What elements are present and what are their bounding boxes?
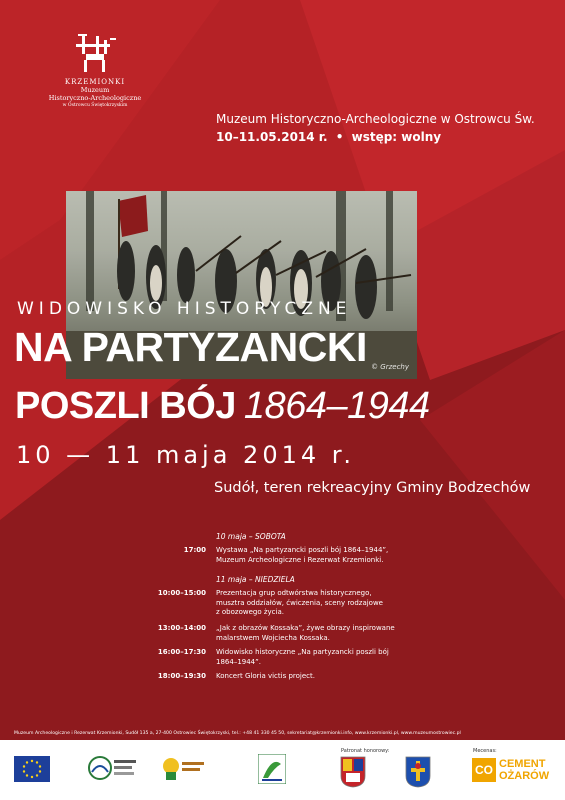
schedule-time: 18:00–19:30 [157,672,206,680]
schedule-day2: 11 maja – NIEDZIELA [216,575,295,584]
leader-logo-icon [258,754,286,784]
schedule-desc [216,672,406,682]
schedule-desc [216,589,406,618]
schedule-time: 10:00–15:00 [157,589,206,597]
eu-flag-icon [14,756,50,782]
museum-name: Muzeum Historyczno-Archeologiczne w Ostrowcu Św. [216,112,535,126]
coat-of-arms-icon [405,756,431,788]
header-bullet: • [335,130,344,144]
schedule-desc [216,648,406,667]
cement-ozarow-mark: CO [472,758,496,782]
title-line2-bold: POSZLI BÓJ [15,385,236,427]
logo-sub1: Muzeum [80,86,110,94]
krzemionki-logo-icon [66,30,124,76]
logo-sub2: Historyczno-Archeologiczne [48,94,142,102]
title-line1: NA PARTYZANCKI [14,324,367,370]
mecenas-label: Mecenas: [473,748,497,754]
schedule-time: 17:00 [183,546,206,554]
cement-ozarow-text [499,758,549,782]
schedule-desc [216,624,406,643]
cement-line1: CEMENT [499,758,546,770]
schedule-desc-line: musztra oddziałów, ćwiczenia, sceny rodzajowe [216,598,383,607]
schedule-desc-line: malarstwem Wojciecha Kossaka. [216,633,330,642]
krzemionki-logo [40,30,150,108]
logo-sub3: w Ostrowcu Świętokrzyskim [62,103,128,108]
header-entry: wstęp: wolny [351,130,442,144]
schedule-desc-line: „Jak z obrazów Kossaka”, żywe obrazy inspirowane [216,624,395,632]
schedule-desc-line: Koncert Gloria victis project. [216,672,315,680]
prow-program-logo-icon [88,754,138,784]
schedule-desc-line: Prezentacja grup odtwórstwa historycznego, [216,589,372,597]
schedule-desc-line: Widowisko historyczne „Na partyzancki poszli bój [216,648,389,656]
schedule-desc-line: Wystawa „Na partyzancki poszli bój 1864–1944”, [216,546,389,554]
event-dates: 10 — 11 maja 2014 r. [16,441,356,469]
schedule-time: 16:00–17:30 [157,648,206,656]
header-dates-line [216,130,441,144]
schedule-desc [216,546,406,565]
event-location: Sudół, teren rekreacyjny Gminy Bodzechów [214,480,531,496]
footer-address: Muzeum Archeologiczne i Rezerwat Krzemionki, Sudół 135 a, 27-400 Ostrowiec Świętokrzyski, tel.: +48 41 330 45 50, sekretariat@krzemionki.info, www.krzemionki.pl, www.muzeumostrowiec.pl [14,731,461,736]
schedule-time: 13:00–14:00 [157,624,206,632]
schedule-desc-line: Muzeum Archeologiczne i Rezerwat Krzemionki. [216,555,384,564]
event-kicker: WIDOWISKO HISTORYCZNE [17,299,352,319]
schedule-desc-line: 1864–1944”. [216,657,261,666]
sponsor-band [0,740,565,800]
coat-of-arms-icon [340,756,366,788]
logo-brand: KRZEMIONKI [64,78,126,86]
cement-line2: OŻARÓW [499,770,550,782]
patronat-label: Patronat honorowy: [341,748,390,754]
schedule-desc-line: z obozowego życia. [216,608,284,616]
schedule-day1: 10 maja – SOBOTA [216,532,286,541]
lgd-logo-icon [162,754,206,784]
title-line2-years: 1864–1944 [243,385,430,427]
header-dates: 10–11.05.2014 r. [216,130,328,144]
photo-credit: © Grzechy [371,363,409,371]
title-line2 [15,385,430,428]
